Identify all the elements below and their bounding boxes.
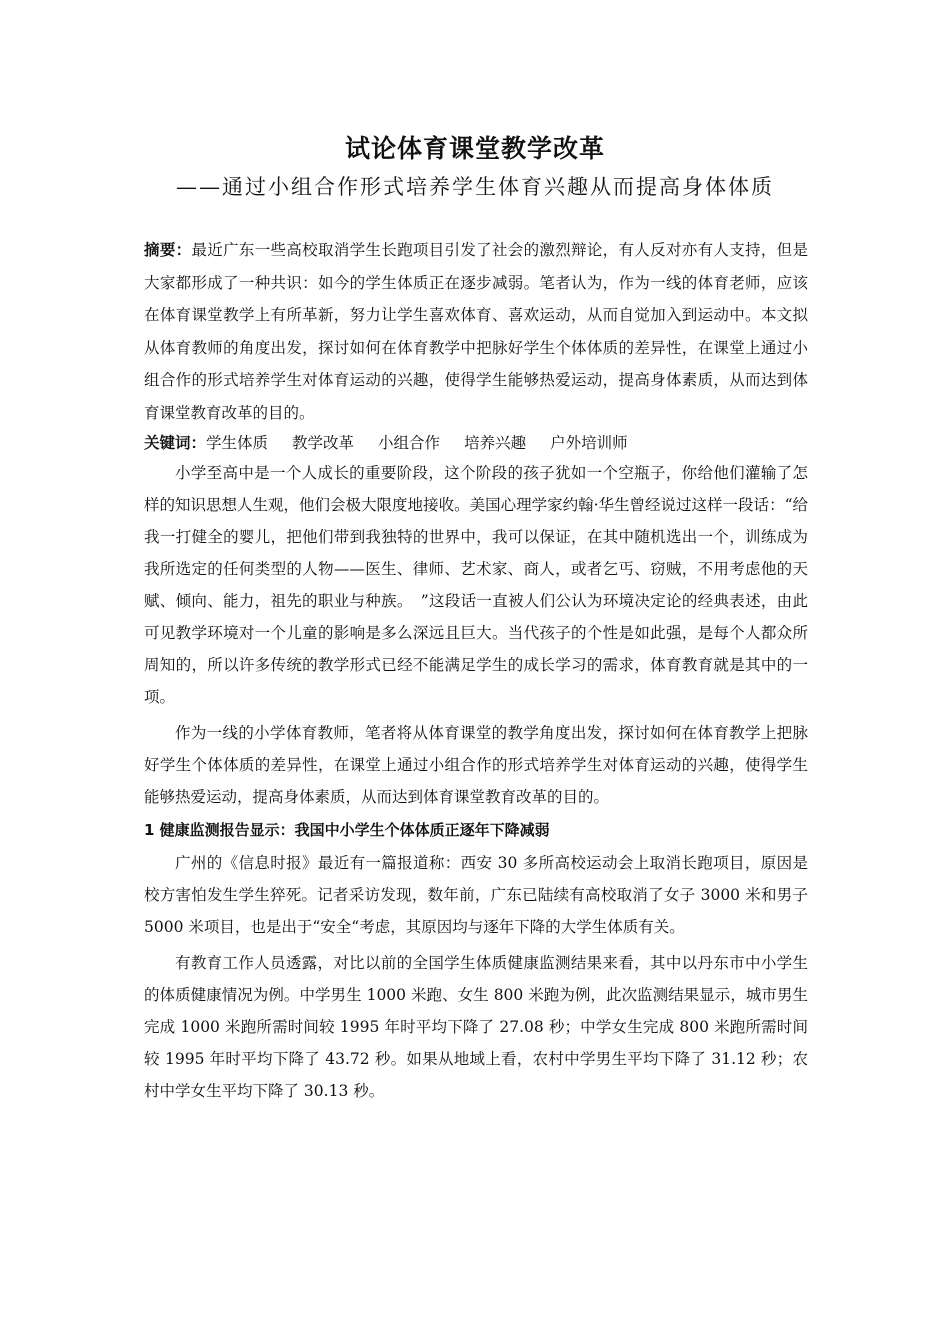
intro-paragraph-2: 作为一线的小学体育教师，笔者将从体育课堂的教学角度出发，探讨如何在体育教学上把脉好学生个体体质的差异性，在课堂上通过小组合作的形式培养学生对体育运动的兴趣，使得学生能够热爱运动，提高身体素质，从而达到体育课堂教育改革的目的。 xyxy=(144,724,808,806)
keyword-item: 小组合作 xyxy=(378,434,441,452)
abstract-label: 摘要： xyxy=(144,241,192,259)
section-1-heading: 1 健康监测报告显示：我国中小学生个体体质正逐年下降减弱 xyxy=(144,821,550,839)
abstract-text: 最近广东一些高校取消学生长跑项目引发了社会的激烈辩论，有人反对亦有人支持，但是大家都形成了一种共识：如今的学生体质正在逐步减弱。笔者认为，作为一线的体育老师，应该在体育课堂教学上有所革新，努力让学生喜欢体育、喜欢运动，从而自觉加入到运动中。本文拟从体育教师的角度出发，探讨如何在体育教学中把脉好学生个体体质的差异性，在课堂上通过小组合作的形式培养学生对体育运动的兴趣，使得学生能够热爱运动，提高身体素质，从而达到体育课堂教育改革的目的。 xyxy=(144,241,808,422)
keyword-item: 户外培训师 xyxy=(550,434,628,452)
document-subtitle: ——通过小组合作形式培养学生体育兴趣从而提高身体体质 xyxy=(176,175,774,199)
keyword-item: 学生体质 xyxy=(206,434,269,452)
keyword-item: 教学改革 xyxy=(292,434,355,452)
section-1-paragraph-1: 广州的《信息时报》最近有一篇报道称：西安 30 多所高校运动会上取消长跑项目，原因是校方害怕发生学生猝死。记者采访发现，数年前，广东已陆续有高校取消了女子 3000 米和男子 5000 米项目，也是出于“安全“考虑，其原因均与逐年下降的大学生体质有关。 xyxy=(144,854,808,936)
intro-paragraph-1: 小学至高中是一个人成长的重要阶段，这个阶段的孩子犹如一个空瓶子，你给他们灌输了怎样的知识思想人生观，他们会极大限度地接收。美国心理学家约翰·华生曾经说过这样一段话：“给我一打健全的婴儿，把他们带到我独特的世界中，我可以保证，在其中随机选出一个，训练成为我所选定的任何类型的人物——医生、律师、艺术家、商人，或者乞丐、窃贼，不用考虑他的天赋、倾向、能力，祖先的职业与种族。 ”这段话一直被人们公认为环境决定论的经典表述，由此可见教学环境对一个儿童的影响是多么深远且巨大。当代孩子的个性是如此强，是每个人都众所周知的，所以许多传统的教学形式已经不能满足学生的成长学习的需求，体育教育就是其中的一项。 xyxy=(144,464,808,706)
keywords-label: 关键词： xyxy=(144,434,207,452)
document-title: 试论体育课堂教学改革 xyxy=(344,134,605,163)
document-body xyxy=(144,234,808,1107)
section-1-paragraph-2: 有教育工作人员透露，对比以前的全国学生体质健康监测结果来看，其中以丹东市中小学生的体质健康情况为例。中学男生 1000 米跑、女生 800 米跑为例，此次监测结果显示，城市男生完成 1000 米跑所需时间较 1995 年时平均下降了 27.08 秒；中学女生完成 800 米跑所需时间较 1995 年时平均下降了 43.72 秒。如果从地域上看，农村中学男生平均下降了 31.12 秒；农村中学女生平均下降了 30.13 秒。 xyxy=(144,954,808,1100)
keyword-item: 培养兴趣 xyxy=(464,434,527,452)
abstract xyxy=(144,234,808,429)
keywords xyxy=(144,429,808,457)
